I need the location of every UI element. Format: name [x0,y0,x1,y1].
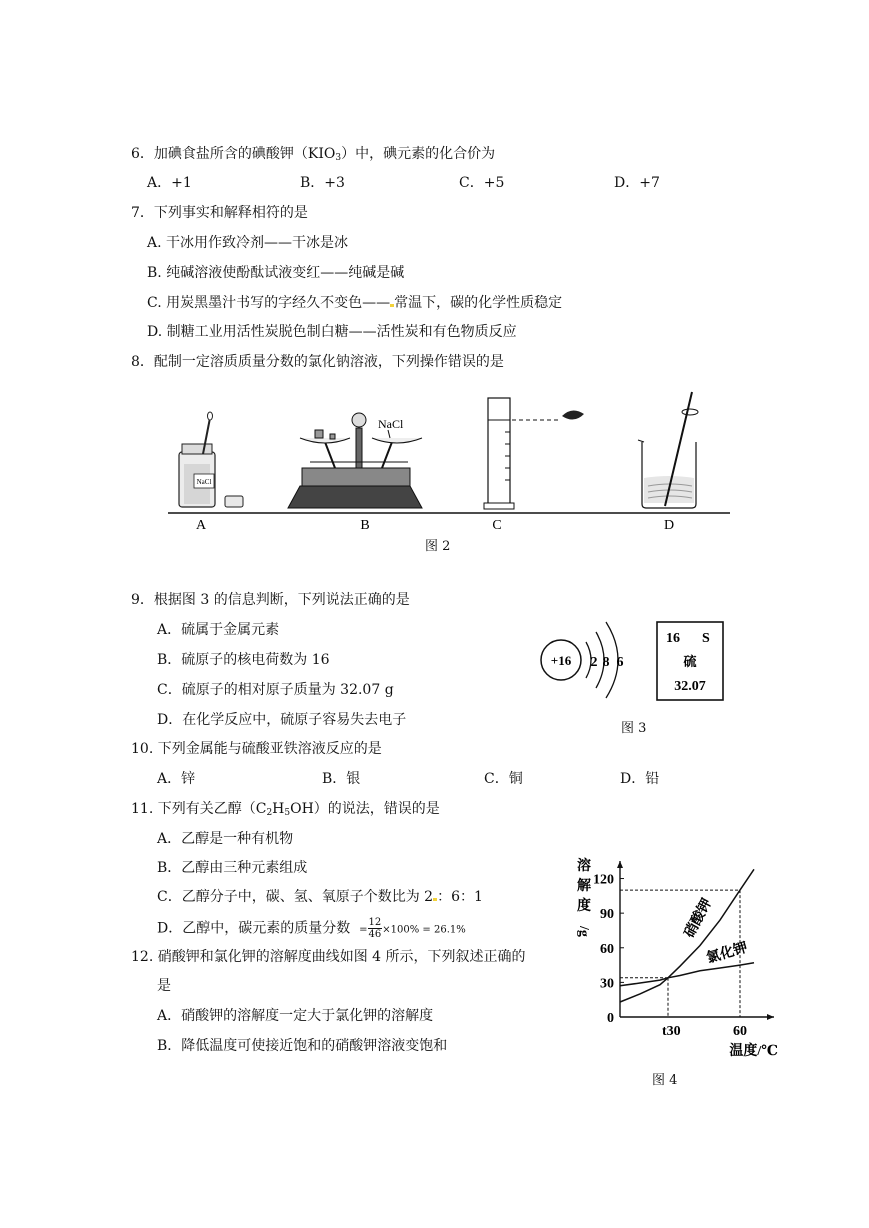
atomic-number: 16 [666,631,680,646]
y-tick-label: 120 [593,872,614,888]
q10-option-d: D．铅 [620,771,660,787]
q6-option-d: D．+7 [614,175,660,191]
q11-option-a: A．乙醇是一种有机物 [157,831,294,847]
figure-2-caption: 图 2 [425,539,451,554]
figure-3-sulfur [530,610,740,705]
chart-axes [617,861,774,1020]
scale-label: NaCl [378,417,404,431]
shell-1-electrons: 2 [590,655,598,670]
nucleus-charge: +16 [550,653,572,668]
q10-option-c: C．铜 [484,771,523,787]
periodic-table-cell [657,622,723,700]
jar-label: NaCl [196,478,212,486]
q11-option-c: C．乙醇分子中，碳、氢、氧原子个数比为 2 ：6：1 [157,889,483,905]
q11-option-b: B．乙醇由三种元素组成 [157,860,308,876]
q10-option-a: A．锌 [157,771,196,787]
y-axis-title-char: 溶 [577,859,591,874]
q11-stem: 11. 下列有关乙醇$(C_2H_5OH)$的说法，错误的是 [131,801,440,818]
shell-3-electrons: 6 [616,655,624,670]
q7-option-b: B. 纯碱溶液使酚酞试液变红——纯碱是碱 [147,265,405,281]
figure-2-lab-operations [160,382,740,532]
atomic-mass: 32.07 [674,679,706,694]
figure-2-label-b: B [360,518,370,532]
q6-option-c: C．+5 [459,175,505,191]
figure-4-solubility-chart [568,852,788,1057]
y-axis-unit: /g [576,926,591,937]
q11-option-d: D．乙醇中，碳元素的质量分数 = $\frac{12}{46}$ ×100% = 26.1% [157,917,466,940]
beaker-with-rod [638,392,698,508]
series-label-kno3: 硝酸钾 [682,896,716,941]
x-axis-arrow [767,1014,774,1020]
q12-stem-line1: 12. 硝酸钾和氯化钾的溶解度曲线如图 4 所示，下列叙述正确的 [131,949,526,965]
element-name: 硫 [683,654,697,669]
x-tick-label: 60 [733,1024,747,1039]
fraction: $\frac{12}{46}$ [368,917,382,940]
q6-stem: 6．加碘食盐所含的碘酸钾$(KIO_3)$中，碘元素的化合价为 [131,146,496,163]
figure-4-caption: 图 4 [652,1073,678,1088]
figure-3-caption: 图 3 [621,721,647,736]
q7-option-a: A. 干冰用作致冷剂——干冰是冰 [147,235,349,251]
q7-option-d: D. 制糖工业用活性炭脱色制白糖——活性炭和有色物质反应 [147,324,517,340]
y-tick-label: 60 [600,941,614,957]
atom-structure-diagram [541,622,624,698]
balance-scale [288,413,422,508]
figure-2-label-a: A [195,518,207,532]
graduated-cylinder [484,398,584,509]
kcl-curve [620,963,754,986]
reagent-jar [179,412,243,507]
q9-stem: 9．根据图 3 的信息判断，下列说法正确的是 [131,592,410,608]
element-symbol: S [702,631,710,646]
shell-2-electrons: 8 [602,655,610,670]
y-axis-arrow [617,861,623,868]
y-axis-title-char: 度 [577,899,591,914]
q9-option-b: B．硫原子的核电荷数为 16 [157,652,330,668]
y-tick-label: 0 [607,1011,614,1026]
q8-stem: 8．配制一定溶质质量分数的氯化钠溶液，下列操作错误的是 [131,354,504,370]
q7-option-c: C. 用炭黑墨汁书写的字经久不变色—— 常温下，碳的化学性质稳定 [147,295,563,311]
series-label-kcl: 氯化钾 [704,940,750,967]
q10-stem: 10. 下列金属能与硫酸亚铁溶液反应的是 [131,741,382,757]
x-tick-label: t30 [662,1024,681,1039]
q6-option-a: A．+1 [147,175,192,191]
figure-2-label-d: D [663,518,675,532]
y-tick-label: 30 [600,976,614,992]
q7-stem: 7．下列事实和解释相符的是 [131,205,308,221]
figure-2-label-c: C [492,518,502,532]
q6-option-b: B．+3 [300,175,345,191]
q12-option-b: B．降低温度可使接近饱和的硝酸钾溶液变饱和 [157,1038,448,1054]
q12-stem-line2: 是 [157,978,171,994]
y-tick-label: 90 [600,907,614,923]
x-axis-title: 温度/℃ [729,1044,778,1057]
q10-option-b: B．银 [322,771,361,787]
q9-option-a: A．硫属于金属元素 [157,622,280,638]
q12-option-a: A．硝酸钾的溶解度一定大于氯化钾的溶解度 [157,1008,434,1024]
eye-icon [562,410,584,419]
q9-option-d: D．在化学反应中，硫原子容易失去电子 [157,712,407,728]
q9-option-c: C．硫原子的相对原子质量为 32.07 g [157,682,394,698]
y-axis-title-char: 解 [577,879,591,894]
